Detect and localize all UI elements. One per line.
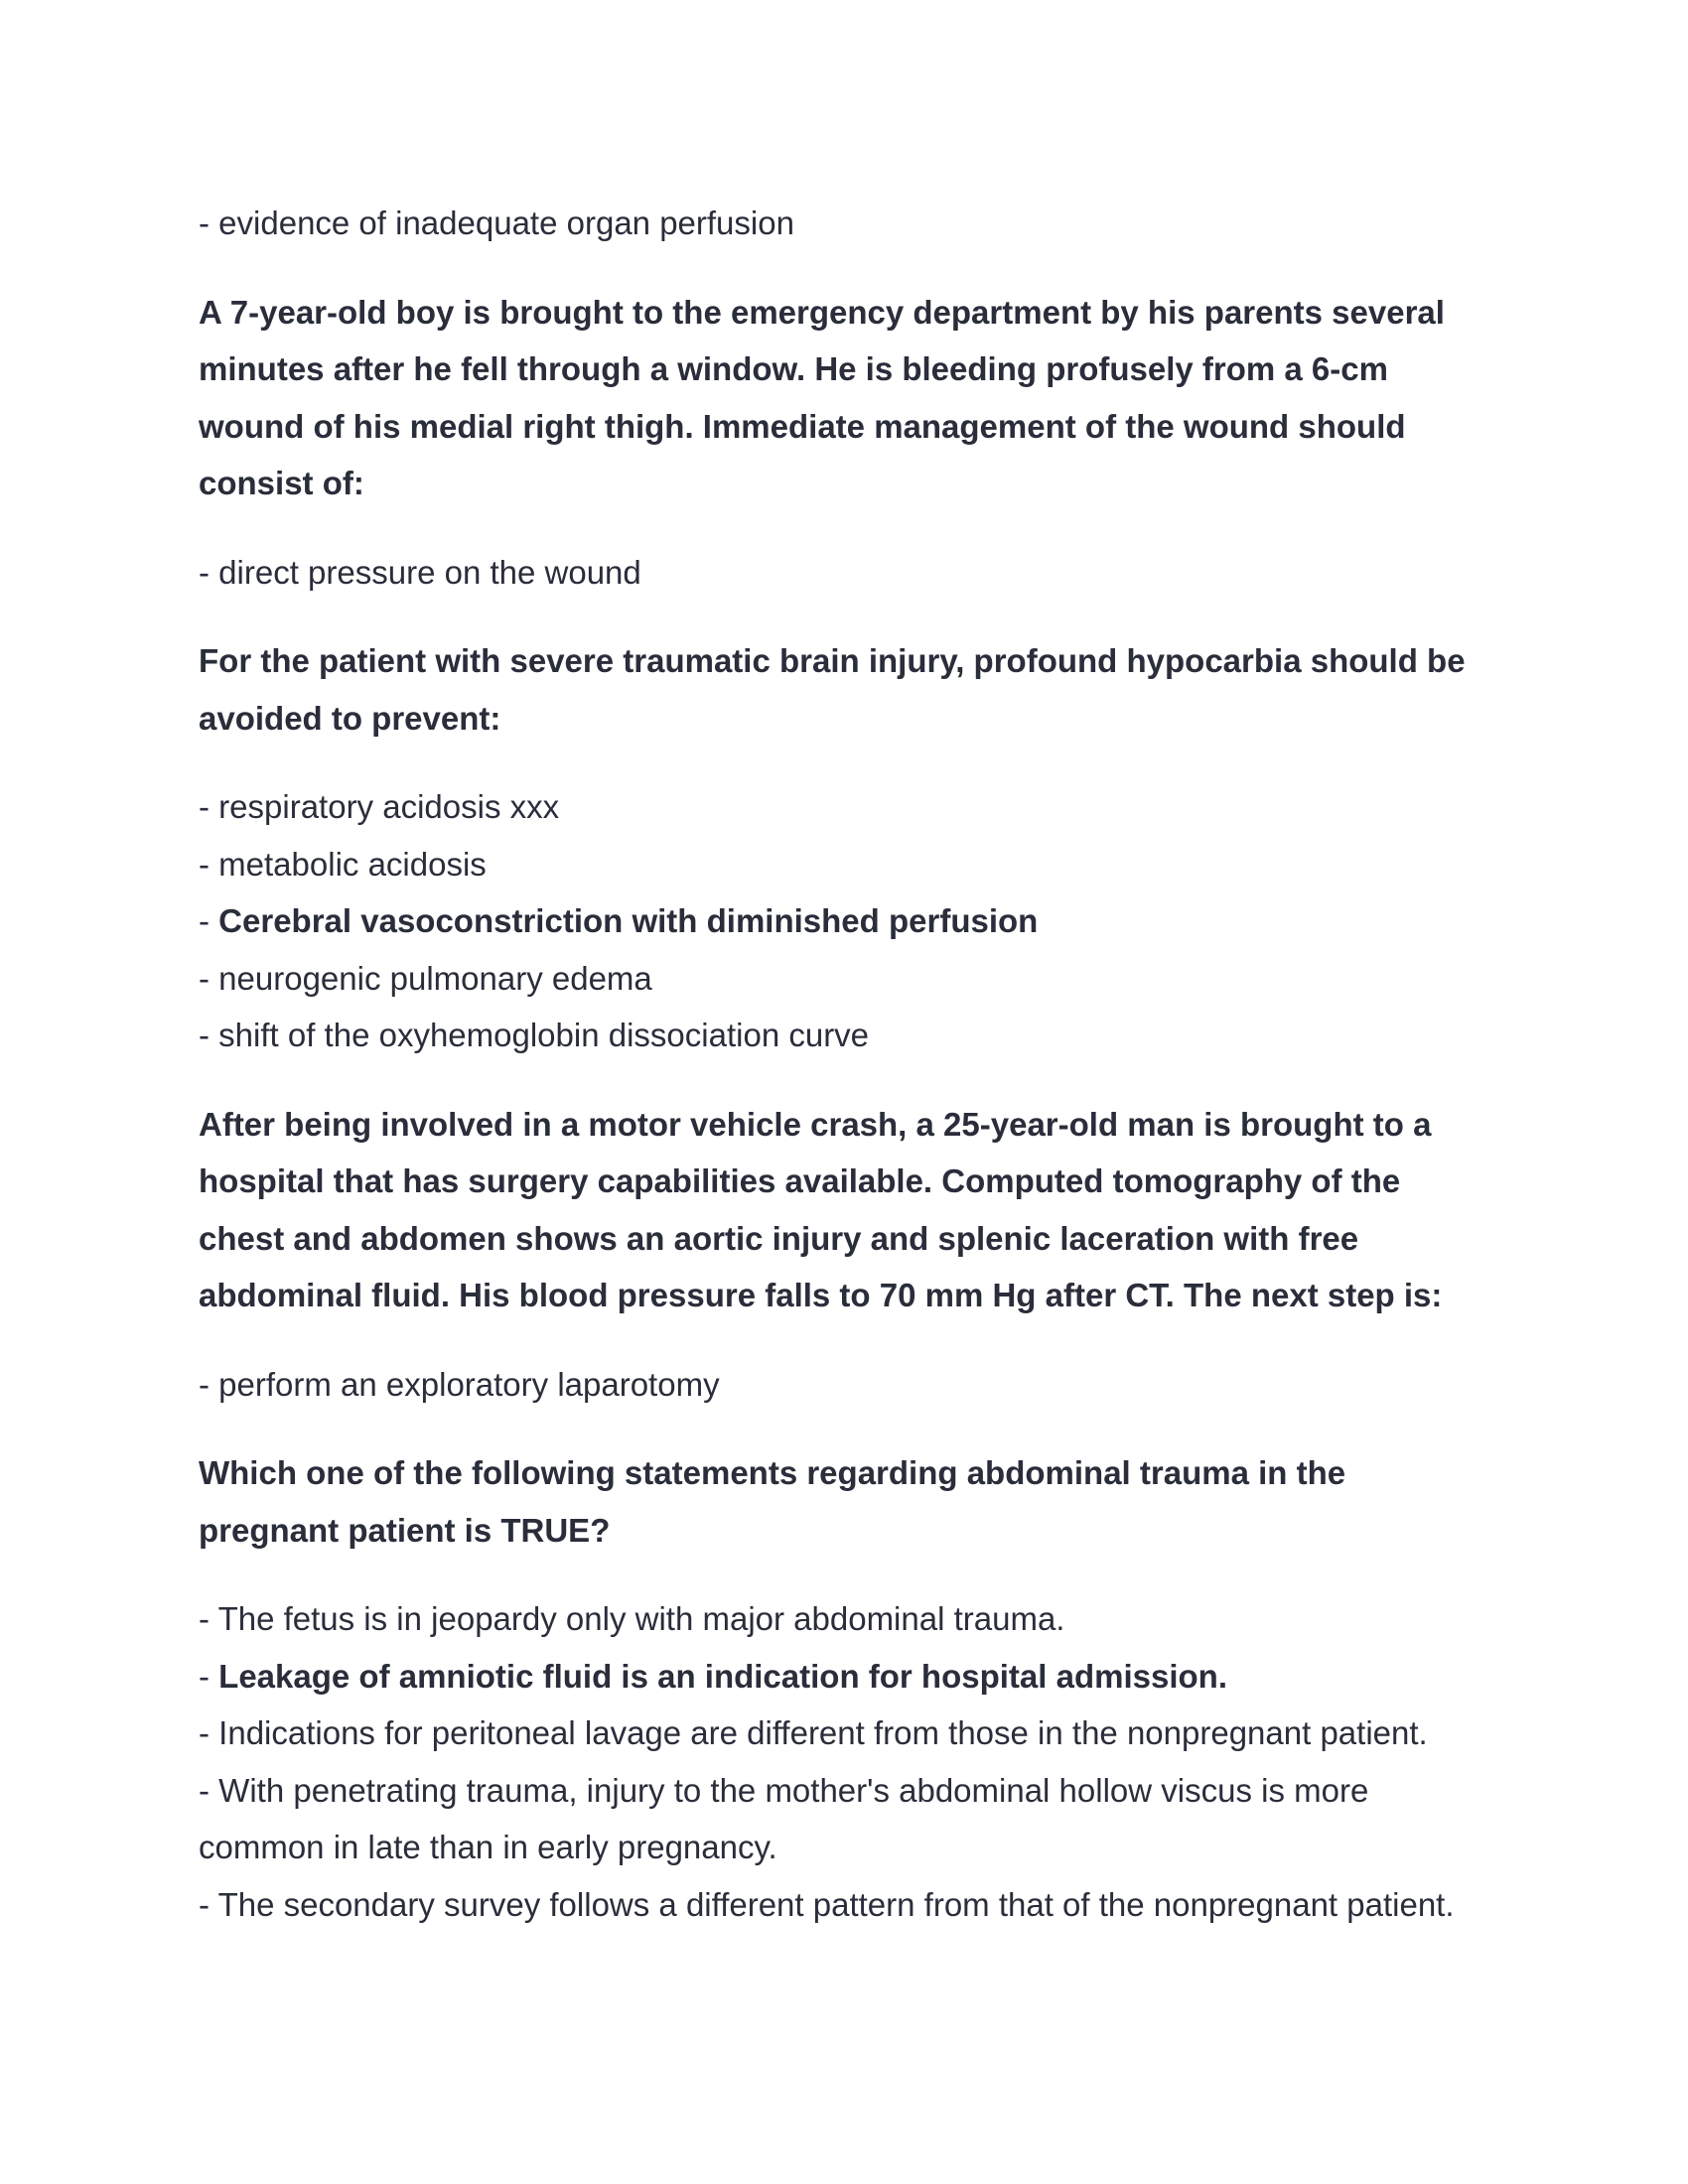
question-line: wound of his medial right thigh. Immediate management of the wound should — [199, 407, 1406, 445]
answer-line: - shift of the oxyhemoglobin dissociation curve — [199, 1017, 870, 1053]
answer-line: - The secondary survey follows a different pattern from that of the nonpregnant patient. — [199, 1885, 1455, 1923]
question-line: For the patient with severe traumatic brain injury, profound hypocarbia should be — [199, 642, 1466, 679]
answer-text: common in late than in early pregnancy. — [199, 1829, 777, 1865]
answer-line: - With penetrating trauma, injury to the mother's abdominal hollow viscus is more — [199, 1771, 1369, 1809]
question-line: hospital that has surgery capabilities available. Computed tomography of the — [199, 1162, 1401, 1199]
answer-list — [199, 544, 1509, 602]
answer-text: respiratory acidosis xxx — [218, 788, 560, 825]
question-line: pregnant patient is TRUE? — [199, 1511, 611, 1549]
answer-text: The secondary survey follows a different pattern from that of the nonpregnant patient. — [217, 1885, 1455, 1923]
answer-line-continued — [199, 1819, 1509, 1876]
answer-list — [199, 195, 1509, 252]
question-line: A 7-year-old boy is brought to the emergency department by his parents several — [199, 293, 1445, 331]
answer-text: direct pressure on the wound — [218, 553, 641, 591]
answer-text: neurogenic pulmonary edema — [218, 959, 652, 997]
answer-text: With penetrating trauma, injury to the mother's abdominal hollow viscus is more — [218, 1771, 1369, 1809]
question-text — [199, 1096, 1509, 1324]
answer-text: The fetus is in jeopardy only with major abdominal trauma. — [217, 1600, 1065, 1637]
answer-line: - Indications for peritoneal lavage are different from those in the nonpregnant patient. — [199, 1714, 1428, 1751]
answer-line: - The fetus is in jeopardy only with major abdominal trauma. — [199, 1600, 1065, 1637]
question-line: After being involved in a motor vehicle crash, a 25-year-old man is brought to a — [199, 1105, 1432, 1143]
question-text — [199, 1444, 1509, 1559]
answer-list — [199, 1590, 1509, 1933]
answer-line: - perform an exploratory laparotomy — [199, 1365, 720, 1403]
answer-line: - respiratory acidosis xxx — [199, 788, 560, 825]
document-page — [199, 195, 1509, 1933]
answer-line: - direct pressure on the wound — [199, 553, 641, 591]
answer-text: evidence of inadequate organ perfusion — [218, 205, 794, 241]
question-line: avoided to prevent: — [199, 699, 501, 737]
answer-text: shift of the oxyhemoglobin dissociation curve — [218, 1017, 870, 1053]
answer-line-correct: - Cerebral vasoconstriction with diminished perfusion — [199, 902, 1039, 939]
answer-text: Indications for peritoneal lavage are different from those in the nonpregnant patient. — [218, 1714, 1428, 1751]
question-line: consist of: — [199, 465, 364, 501]
question-line: chest and abdomen shows an aortic injury and splenic laceration with free — [199, 1219, 1359, 1257]
question-line: minutes after he fell through a window. He is bleeding profusely from a 6-cm — [199, 350, 1388, 387]
answer-line: - metabolic acidosis — [199, 845, 487, 883]
question-text — [199, 284, 1509, 512]
answer-line: - neurogenic pulmonary edema — [199, 959, 652, 997]
correct-answer-text: Leakage of amniotic fluid is an indication for hospital admission. — [218, 1657, 1227, 1695]
answer-list — [199, 778, 1509, 1064]
answer-list — [199, 1356, 1509, 1414]
question-text — [199, 632, 1509, 747]
answer-text: metabolic acidosis — [218, 845, 487, 883]
answer-line: - evidence of inadequate organ perfusion — [199, 205, 794, 241]
question-line: Which one of the following statements regarding abdominal trauma in the — [199, 1454, 1346, 1491]
question-line: abdominal fluid. His blood pressure falls to 70 mm Hg after CT. The next step is: — [199, 1277, 1443, 1313]
answer-line-correct: - Leakage of amniotic fluid is an indication for hospital admission. — [199, 1657, 1227, 1695]
answer-text: perform an exploratory laparotomy — [218, 1365, 720, 1403]
correct-answer-text: Cerebral vasoconstriction with diminished perfusion — [218, 902, 1039, 939]
